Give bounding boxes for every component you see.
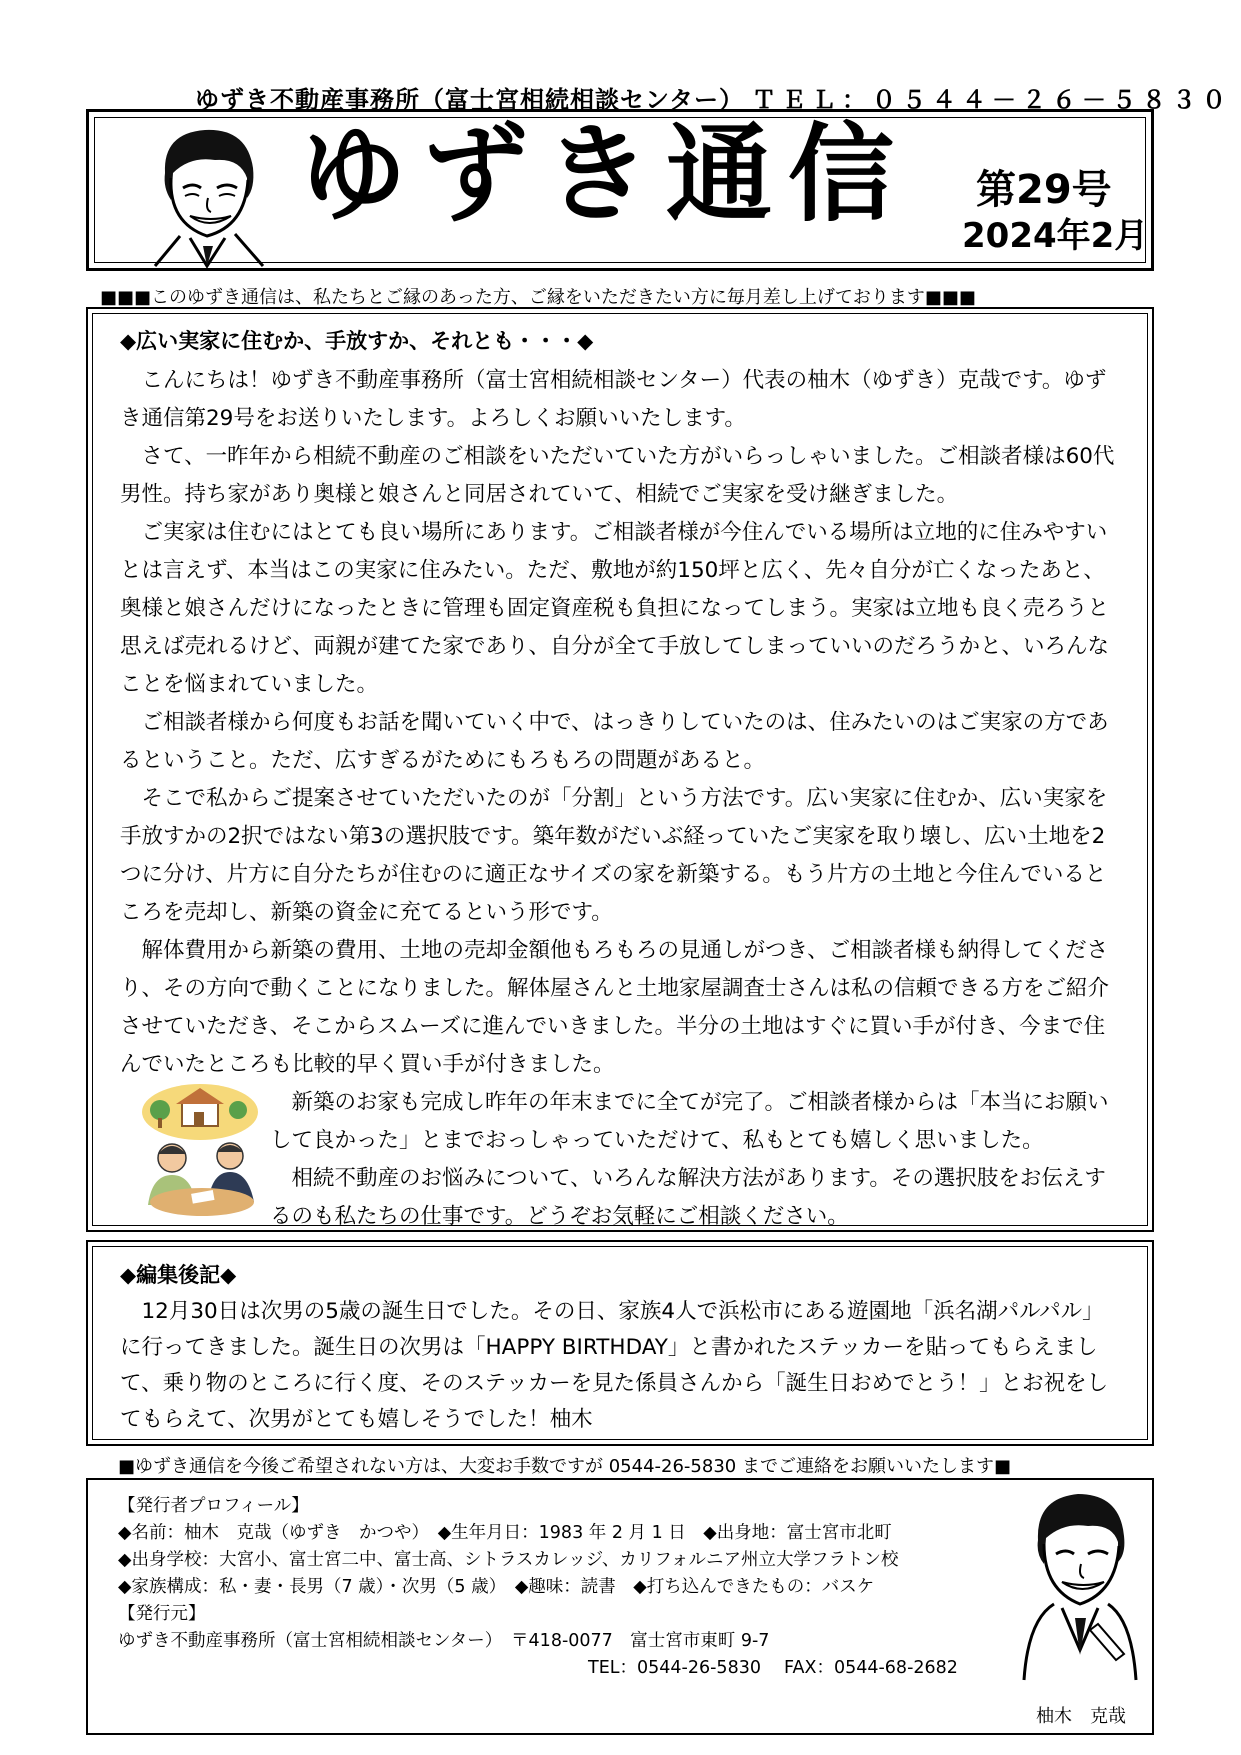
publisher-contact: TEL：0544-26-5830 FAX：0544-68-2682 — [588, 1658, 958, 1678]
issue-date: 2024年2月 — [962, 216, 1149, 256]
publisher-heading: 【発行元】 — [118, 1604, 206, 1624]
tagline: ■■■このゆずき通信は、私たちとご縁のあった方、ご縁をいただきたい方に毎月差し上げております■■■ — [100, 287, 976, 308]
article-paragraph: さて、一昨年から相続不動産のご相談をいただいていた方がいらっしゃいました。ご相談者様は60代男性。持ち家があり奥様と娘さんと同居されていて、相続でご実家を受け継ぎました。 — [120, 444, 1115, 507]
profile-line: ◆出身学校：大宮小、富士宮二中、富士高、シトラスカレッジ、カリフォルニア州立大学フラトン校 — [118, 1550, 899, 1570]
profile-line: ◆家族構成：私・妻・長男（7 歳）・次男（5 歳） ◆趣味：読書 ◆打ち込んできたもの：バスケ — [118, 1577, 875, 1597]
issue-number: 第29号 — [976, 167, 1112, 213]
article-paragraph: 新築のお家も完成し昨年の年末までに全てが完了。ご相談者様からは「本当にお願いして良かった」とまでおっしゃっていただけて、私もとても嬉しく思いました。 — [270, 1090, 1109, 1153]
unsubscribe-notice: ■ゆずき通信を今後ご希望されない方は、大変お手数ですが 0544-26-5830 までご連絡をお願いいたします■ — [118, 1456, 1011, 1477]
profile-caricature — [1020, 1480, 1140, 1704]
article-paragraph: そこで私からご提案させていただいたのが「分割」という方法です。広い実家に住むか、広い実家を手放すかの2択ではない第3の選択肢です。築年数がだいぶ経っていたご実家を取り壊し、広い土地を2つに分け、片方に自分たちが住むのに適正なサイズの家を新築する。もう片方の土地と今住んでいるところを売却し、新築の資金に充てるという形です。 — [120, 786, 1108, 925]
newsletter-title: ゆずき通信 — [300, 113, 910, 236]
profile-heading: 【発行者プロフィール】 — [118, 1496, 309, 1516]
profile-line: ◆名前：柚木 克哉（ゆずき かつや） ◆生年月日：1983 年 2 月 1 日 ◆出身地：富士宮市北町 — [118, 1523, 892, 1543]
office-name: ゆずき不動産事務所（富士宮相続相談センター） — [195, 86, 745, 114]
afterword-body — [120, 1294, 1124, 1438]
article-paragraph: ご相談者様から何度もお話を聞いていく中で、はっきりしていたのは、住みたいのはご実家の方であるということ。ただ、広すぎるがためにもろもろの問題があると。 — [120, 710, 1109, 773]
article-paragraph: ご実家は住むにはとても良い場所にあります。ご相談者様が今住んでいる場所は立地的に住みやすいとは言えず、本当はこの実家に住みたい。ただ、敷地が約150坪と広く、先々自分が亡くなったあと、奥様と娘さんだけになったときに管理も固定資産税も負担になってしまう。実家は立地も良く売ろうと思えば売れるけど、両親が建てた家であり、自分が全て手放してしまっていいのだろうかと、いろんなことを悩まれていました。 — [120, 520, 1110, 697]
publisher-address: ゆずき不動産事務所（富士宮相続相談センター） 〒418-0077 富士宮市東町 9-7 — [118, 1631, 770, 1651]
office-tel: ＴＥＬ：０５４４－２６－５８３０ — [752, 86, 1233, 114]
consultation-illustration — [130, 1080, 270, 1224]
article-heading: ◆広い実家に住むか、手放すか、それとも・・・◆ — [120, 329, 594, 353]
article-paragraph: 解体費用から新築の費用、土地の売却金額他もろもろの見通しがつき、ご相談者様も納得してくださり、その方向で動くことになりました。解体屋さんと土地家屋調査士さんは私の信頼できる方をご紹介させていただき、そこからスムーズに進んでいきました。半分の土地はすぐに買い手が付き、今まで住んでいたところも比較的早く買い手が付きました。 — [120, 938, 1110, 1077]
afterword-heading: ◆編集後記◆ — [120, 1263, 237, 1287]
article-paragraph: 相続不動産のお悩みについて、いろんな解決方法があります。その選択肢をお伝えするのも私たちの仕事です。どうぞお気軽にご相談ください。 — [270, 1166, 1106, 1229]
afterword-paragraph: 12月30日は次男の5歳の誕生日でした。その日、家族4人で浜松市にある遊園地「浜名湖パルパル」に行ってきました。誕生日の次男は「HAPPY BIRTHDAY」と書かれたステッカーを貼ってもらえまして、乗り物のところに行く度、そのステッカーを見た係員さんから「誕生日おめでとう！」とお祝をしてもらえて、次男がとても嬉しそうでした！柚木 — [120, 1299, 1109, 1432]
profile-name-caption: 柚木 克哉 — [1036, 1706, 1126, 1727]
publisher-profile — [118, 1493, 958, 1682]
article-paragraph: こんにちは！ゆずき不動産事務所（富士宮相続相談センター）代表の柚木（ゆずき）克哉です。ゆずき通信第29号をお送りいたします。よろしくお願いいたします。 — [120, 368, 1107, 431]
caricature-logo — [135, 118, 280, 272]
article-body — [120, 362, 1124, 1236]
